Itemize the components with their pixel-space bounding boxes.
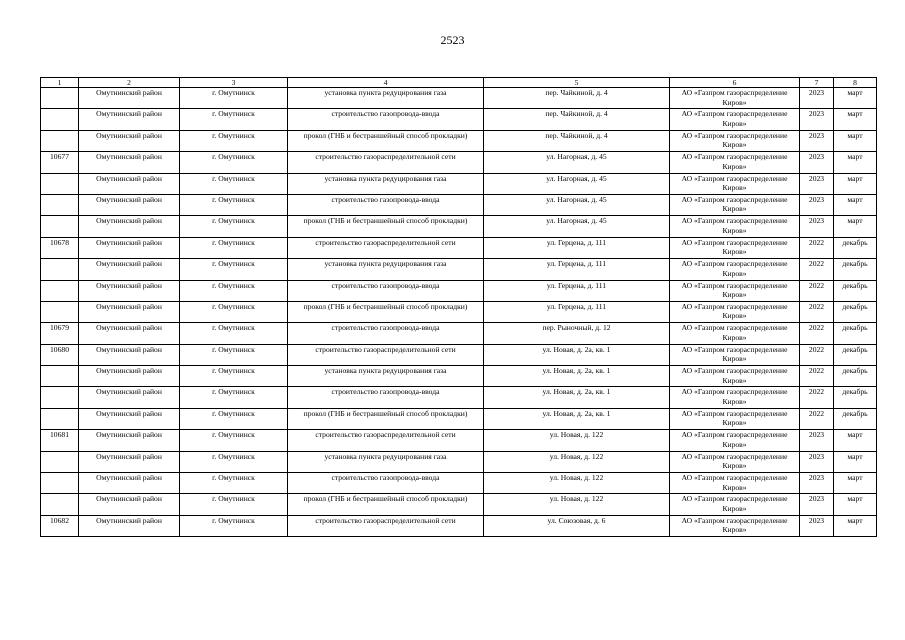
- district-cell: Омутнинский район: [79, 88, 180, 109]
- town-cell: г. Омутнинск: [180, 194, 288, 215]
- table-row: [41, 387, 877, 408]
- year-cell: 2022: [800, 237, 834, 258]
- row-number: [41, 88, 79, 109]
- page-number: 2523: [440, 33, 465, 47]
- year-cell: 2023: [800, 515, 834, 536]
- work-cell: прокол (ГНБ и бестраншейный способ прокладки): [288, 494, 484, 515]
- table-row: [41, 323, 877, 344]
- month-cell: декабрь: [834, 387, 877, 408]
- town-cell: г. Омутнинск: [180, 323, 288, 344]
- month-cell: декабрь: [834, 301, 877, 322]
- row-number: [41, 301, 79, 322]
- organization-cell: АО «Газпром газораспределение Киров»: [670, 152, 800, 173]
- year-cell: 2022: [800, 259, 834, 280]
- work-cell: строительство газораспределительной сети: [288, 152, 484, 173]
- month-cell: март: [834, 109, 877, 130]
- organization-cell: АО «Газпром газораспределение Киров»: [670, 130, 800, 151]
- district-cell: Омутнинский район: [79, 451, 180, 472]
- data-table: [40, 77, 877, 537]
- year-cell: 2022: [800, 280, 834, 301]
- row-number: [41, 109, 79, 130]
- row-number: 10677: [41, 152, 79, 173]
- town-cell: г. Омутнинск: [180, 88, 288, 109]
- column-header-4: 4: [288, 78, 484, 88]
- town-cell: г. Омутнинск: [180, 473, 288, 494]
- year-cell: 2023: [800, 88, 834, 109]
- work-cell: строительство газораспределительной сети: [288, 515, 484, 536]
- address-cell: ул. Союзовая, д. 6: [484, 515, 670, 536]
- work-cell: строительство газораспределительной сети: [288, 237, 484, 258]
- year-cell: 2023: [800, 216, 834, 237]
- month-cell: март: [834, 130, 877, 151]
- work-cell: строительство газопровода-ввода: [288, 109, 484, 130]
- town-cell: г. Омутнинск: [180, 344, 288, 365]
- year-cell: 2023: [800, 451, 834, 472]
- table-body: [41, 88, 877, 537]
- table-header: [41, 78, 877, 88]
- work-cell: строительство газораспределительной сети: [288, 430, 484, 451]
- town-cell: г. Омутнинск: [180, 130, 288, 151]
- district-cell: Омутнинский район: [79, 323, 180, 344]
- row-number: [41, 473, 79, 494]
- year-cell: 2023: [800, 194, 834, 215]
- table-row: [41, 473, 877, 494]
- table-row: [41, 173, 877, 194]
- organization-cell: АО «Газпром газораспределение Киров»: [670, 473, 800, 494]
- year-cell: 2022: [800, 301, 834, 322]
- year-cell: 2023: [800, 494, 834, 515]
- town-cell: г. Омутнинск: [180, 109, 288, 130]
- year-cell: 2023: [800, 473, 834, 494]
- month-cell: декабрь: [834, 344, 877, 365]
- column-header-6: 6: [670, 78, 800, 88]
- table-row: [41, 130, 877, 151]
- year-cell: 2023: [800, 430, 834, 451]
- month-cell: март: [834, 194, 877, 215]
- row-number: [41, 366, 79, 387]
- year-cell: 2022: [800, 344, 834, 365]
- town-cell: г. Омутнинск: [180, 408, 288, 429]
- table-row: [41, 430, 877, 451]
- month-cell: декабрь: [834, 280, 877, 301]
- town-cell: г. Омутнинск: [180, 494, 288, 515]
- organization-cell: АО «Газпром газораспределение Киров»: [670, 109, 800, 130]
- district-cell: Омутнинский район: [79, 301, 180, 322]
- year-cell: 2022: [800, 387, 834, 408]
- district-cell: Омутнинский район: [79, 237, 180, 258]
- work-cell: строительство газопровода-ввода: [288, 280, 484, 301]
- organization-cell: АО «Газпром газораспределение Киров»: [670, 451, 800, 472]
- address-cell: ул. Нагорная, д. 45: [484, 194, 670, 215]
- month-cell: март: [834, 494, 877, 515]
- town-cell: г. Омутнинск: [180, 451, 288, 472]
- work-cell: прокол (ГНБ и бестраншейный способ прокладки): [288, 130, 484, 151]
- table-row: [41, 301, 877, 322]
- address-cell: пер. Чайкиной, д. 4: [484, 109, 670, 130]
- table-row: [41, 88, 877, 109]
- work-cell: прокол (ГНБ и бестраншейный способ прокладки): [288, 216, 484, 237]
- district-cell: Омутнинский район: [79, 259, 180, 280]
- district-cell: Омутнинский район: [79, 408, 180, 429]
- table-row: [41, 515, 877, 536]
- town-cell: г. Омутнинск: [180, 280, 288, 301]
- organization-cell: АО «Газпром газораспределение Киров»: [670, 387, 800, 408]
- table-row: [41, 194, 877, 215]
- table-row: [41, 366, 877, 387]
- district-cell: Омутнинский район: [79, 515, 180, 536]
- month-cell: март: [834, 152, 877, 173]
- row-number: 10678: [41, 237, 79, 258]
- row-number: [41, 173, 79, 194]
- year-cell: 2023: [800, 109, 834, 130]
- month-cell: март: [834, 430, 877, 451]
- organization-cell: АО «Газпром газораспределение Киров»: [670, 280, 800, 301]
- year-cell: 2023: [800, 152, 834, 173]
- month-cell: март: [834, 216, 877, 237]
- year-cell: 2022: [800, 366, 834, 387]
- district-cell: Омутнинский район: [79, 130, 180, 151]
- district-cell: Омутнинский район: [79, 366, 180, 387]
- work-cell: строительство газопровода-ввода: [288, 194, 484, 215]
- address-cell: пер. Чайкиной, д. 4: [484, 130, 670, 151]
- table-row: [41, 494, 877, 515]
- row-number: [41, 194, 79, 215]
- month-cell: март: [834, 515, 877, 536]
- district-cell: Омутнинский район: [79, 109, 180, 130]
- row-number: [41, 387, 79, 408]
- town-cell: г. Омутнинск: [180, 515, 288, 536]
- work-cell: установка пункта редуцирования газа: [288, 88, 484, 109]
- table-row: [41, 237, 877, 258]
- address-cell: ул. Нагорная, д. 45: [484, 152, 670, 173]
- town-cell: г. Омутнинск: [180, 259, 288, 280]
- organization-cell: АО «Газпром газораспределение Киров»: [670, 194, 800, 215]
- month-cell: март: [834, 88, 877, 109]
- work-cell: строительство газораспределительной сети: [288, 344, 484, 365]
- table-row: [41, 152, 877, 173]
- column-header-7: 7: [800, 78, 834, 88]
- work-cell: строительство газопровода-ввода: [288, 473, 484, 494]
- district-cell: Омутнинский район: [79, 387, 180, 408]
- column-header-8: 8: [834, 78, 877, 88]
- address-cell: ул. Нагорная, д. 45: [484, 173, 670, 194]
- town-cell: г. Омутнинск: [180, 216, 288, 237]
- year-cell: 2022: [800, 408, 834, 429]
- work-cell: прокол (ГНБ и бестраншейный способ прокладки): [288, 408, 484, 429]
- column-header-2: 2: [79, 78, 180, 88]
- month-cell: декабрь: [834, 323, 877, 344]
- organization-cell: АО «Газпром газораспределение Киров»: [670, 301, 800, 322]
- address-cell: ул. Новая, д. 2а, кв. 1: [484, 387, 670, 408]
- table-row: [41, 408, 877, 429]
- organization-cell: АО «Газпром газораспределение Киров»: [670, 237, 800, 258]
- work-cell: установка пункта редуцирования газа: [288, 173, 484, 194]
- town-cell: г. Омутнинск: [180, 430, 288, 451]
- organization-cell: АО «Газпром газораспределение Киров»: [670, 216, 800, 237]
- table-row: [41, 451, 877, 472]
- table-row: [41, 259, 877, 280]
- organization-cell: АО «Газпром газораспределение Киров»: [670, 344, 800, 365]
- town-cell: г. Омутнинск: [180, 301, 288, 322]
- header-row: [41, 78, 877, 88]
- table-row: [41, 280, 877, 301]
- row-number: [41, 259, 79, 280]
- row-number: 10679: [41, 323, 79, 344]
- row-number: 10680: [41, 344, 79, 365]
- table-row: [41, 344, 877, 365]
- row-number: [41, 451, 79, 472]
- row-number: 10681: [41, 430, 79, 451]
- row-number: [41, 494, 79, 515]
- row-number: [41, 408, 79, 429]
- address-cell: ул. Новая, д. 122: [484, 451, 670, 472]
- month-cell: март: [834, 173, 877, 194]
- month-cell: декабрь: [834, 259, 877, 280]
- address-cell: ул. Герцена, д. 111: [484, 237, 670, 258]
- table-row: [41, 216, 877, 237]
- table-row: [41, 109, 877, 130]
- district-cell: Омутнинский район: [79, 152, 180, 173]
- address-cell: ул. Герцена, д. 111: [484, 259, 670, 280]
- district-cell: Омутнинский район: [79, 494, 180, 515]
- district-cell: Омутнинский район: [79, 216, 180, 237]
- address-cell: ул. Новая, д. 2а, кв. 1: [484, 408, 670, 429]
- district-cell: Омутнинский район: [79, 473, 180, 494]
- month-cell: март: [834, 473, 877, 494]
- address-cell: ул. Герцена, д. 111: [484, 301, 670, 322]
- address-cell: пер. Чайкиной, д. 4: [484, 88, 670, 109]
- address-cell: ул. Новая, д. 122: [484, 473, 670, 494]
- town-cell: г. Омутнинск: [180, 152, 288, 173]
- district-cell: Омутнинский район: [79, 173, 180, 194]
- town-cell: г. Омутнинск: [180, 173, 288, 194]
- work-cell: прокол (ГНБ и бестраншейный способ прокладки): [288, 301, 484, 322]
- organization-cell: АО «Газпром газораспределение Киров»: [670, 515, 800, 536]
- town-cell: г. Омутнинск: [180, 366, 288, 387]
- column-header-5: 5: [484, 78, 670, 88]
- address-cell: ул. Нагорная, д. 45: [484, 216, 670, 237]
- year-cell: 2023: [800, 173, 834, 194]
- organization-cell: АО «Газпром газораспределение Киров»: [670, 408, 800, 429]
- row-number: [41, 216, 79, 237]
- town-cell: г. Омутнинск: [180, 387, 288, 408]
- organization-cell: АО «Газпром газораспределение Киров»: [670, 323, 800, 344]
- organization-cell: АО «Газпром газораспределение Киров»: [670, 366, 800, 387]
- district-cell: Омутнинский район: [79, 280, 180, 301]
- address-cell: ул. Герцена, д. 111: [484, 280, 670, 301]
- district-cell: Омутнинский район: [79, 344, 180, 365]
- row-number: 10682: [41, 515, 79, 536]
- month-cell: март: [834, 451, 877, 472]
- work-cell: строительство газопровода-ввода: [288, 323, 484, 344]
- organization-cell: АО «Газпром газораспределение Киров»: [670, 88, 800, 109]
- work-cell: установка пункта редуцирования газа: [288, 259, 484, 280]
- organization-cell: АО «Газпром газораспределение Киров»: [670, 259, 800, 280]
- year-cell: 2022: [800, 323, 834, 344]
- month-cell: декабрь: [834, 237, 877, 258]
- row-number: [41, 280, 79, 301]
- district-cell: Омутнинский район: [79, 430, 180, 451]
- column-header-3: 3: [180, 78, 288, 88]
- address-cell: ул. Новая, д. 2а, кв. 1: [484, 344, 670, 365]
- district-cell: Омутнинский район: [79, 194, 180, 215]
- row-number: [41, 130, 79, 151]
- work-cell: строительство газопровода-ввода: [288, 387, 484, 408]
- organization-cell: АО «Газпром газораспределение Киров»: [670, 173, 800, 194]
- work-cell: установка пункта редуцирования газа: [288, 366, 484, 387]
- month-cell: декабрь: [834, 408, 877, 429]
- organization-cell: АО «Газпром газораспределение Киров»: [670, 430, 800, 451]
- year-cell: 2023: [800, 130, 834, 151]
- address-cell: пер. Рыночный, д. 12: [484, 323, 670, 344]
- organization-cell: АО «Газпром газораспределение Киров»: [670, 494, 800, 515]
- address-cell: ул. Новая, д. 122: [484, 430, 670, 451]
- column-header-1: 1: [41, 78, 79, 88]
- address-cell: ул. Новая, д. 122: [484, 494, 670, 515]
- work-cell: установка пункта редуцирования газа: [288, 451, 484, 472]
- month-cell: декабрь: [834, 366, 877, 387]
- town-cell: г. Омутнинск: [180, 237, 288, 258]
- address-cell: ул. Новая, д. 2а, кв. 1: [484, 366, 670, 387]
